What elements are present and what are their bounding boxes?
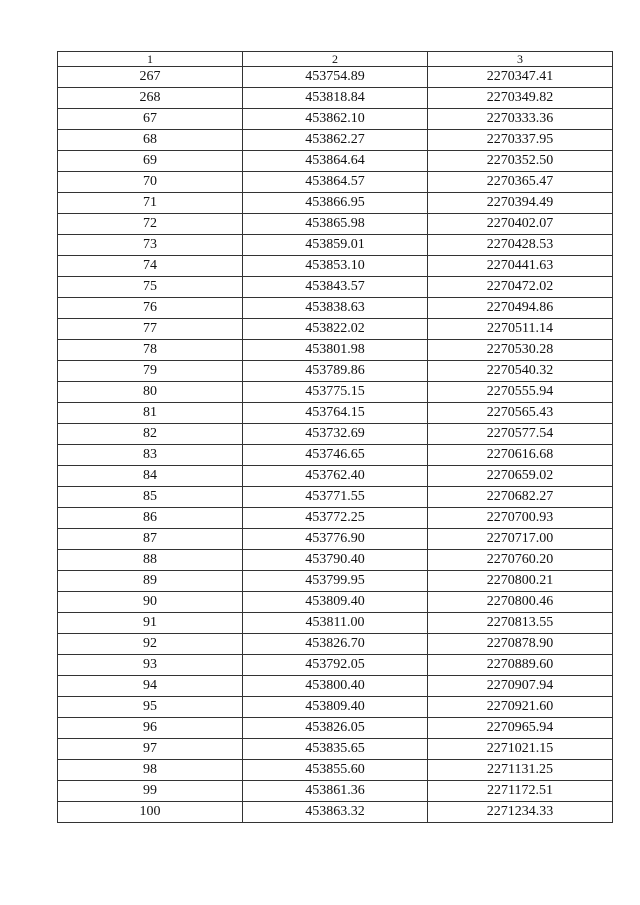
table-row <box>58 487 613 508</box>
table-row <box>58 466 613 487</box>
y-coordinate-cell: 2270494.86 <box>428 298 613 319</box>
point-number-cell: 83 <box>58 445 243 466</box>
x-coordinate-cell: 453772.25 <box>243 508 428 529</box>
y-coordinate-cell: 2270352.50 <box>428 151 613 172</box>
x-coordinate-cell: 453843.57 <box>243 277 428 298</box>
x-coordinate-cell: 453799.95 <box>243 571 428 592</box>
table-row <box>58 550 613 571</box>
table-row <box>58 130 613 151</box>
y-coordinate-cell: 2270921.60 <box>428 697 613 718</box>
table-row <box>58 718 613 739</box>
point-number-cell: 93 <box>58 655 243 676</box>
point-number-cell: 96 <box>58 718 243 739</box>
y-coordinate-cell: 2270800.46 <box>428 592 613 613</box>
x-coordinate-cell: 453866.95 <box>243 193 428 214</box>
x-coordinate-cell: 453818.84 <box>243 88 428 109</box>
table-row <box>58 319 613 340</box>
table-row <box>58 739 613 760</box>
table-row <box>58 361 613 382</box>
table-row <box>58 193 613 214</box>
table-header <box>58 52 613 67</box>
table-body <box>58 67 613 823</box>
x-coordinate-cell: 453863.32 <box>243 802 428 823</box>
table-row <box>58 235 613 256</box>
y-coordinate-cell: 2270659.02 <box>428 466 613 487</box>
point-number-cell: 78 <box>58 340 243 361</box>
x-coordinate-cell: 453775.15 <box>243 382 428 403</box>
table-row <box>58 571 613 592</box>
point-number-cell: 90 <box>58 592 243 613</box>
y-coordinate-cell: 2270530.28 <box>428 340 613 361</box>
point-number-cell: 98 <box>58 760 243 781</box>
y-coordinate-cell: 2270717.00 <box>428 529 613 550</box>
y-coordinate-cell: 2270965.94 <box>428 718 613 739</box>
x-coordinate-cell: 453746.65 <box>243 445 428 466</box>
y-coordinate-cell: 2270349.82 <box>428 88 613 109</box>
column-header-3: 3 <box>428 52 613 67</box>
table-row <box>58 697 613 718</box>
x-coordinate-cell: 453826.70 <box>243 634 428 655</box>
point-number-cell: 70 <box>58 172 243 193</box>
y-coordinate-cell: 2270555.94 <box>428 382 613 403</box>
y-coordinate-cell: 2271234.33 <box>428 802 613 823</box>
point-number-cell: 85 <box>58 487 243 508</box>
x-coordinate-cell: 453838.63 <box>243 298 428 319</box>
table-row <box>58 403 613 424</box>
x-coordinate-cell: 453862.27 <box>243 130 428 151</box>
x-coordinate-cell: 453792.05 <box>243 655 428 676</box>
x-coordinate-cell: 453809.40 <box>243 697 428 718</box>
y-coordinate-cell: 2270760.20 <box>428 550 613 571</box>
point-number-cell: 72 <box>58 214 243 235</box>
y-coordinate-cell: 2270813.55 <box>428 613 613 634</box>
column-header-2: 2 <box>243 52 428 67</box>
point-number-cell: 69 <box>58 151 243 172</box>
point-number-cell: 81 <box>58 403 243 424</box>
x-coordinate-cell: 453732.69 <box>243 424 428 445</box>
x-coordinate-cell: 453864.64 <box>243 151 428 172</box>
y-coordinate-cell: 2270565.43 <box>428 403 613 424</box>
point-number-cell: 76 <box>58 298 243 319</box>
table-row <box>58 781 613 802</box>
y-coordinate-cell: 2270800.21 <box>428 571 613 592</box>
x-coordinate-cell: 453865.98 <box>243 214 428 235</box>
x-coordinate-cell: 453861.36 <box>243 781 428 802</box>
x-coordinate-cell: 453776.90 <box>243 529 428 550</box>
table-row <box>58 634 613 655</box>
x-coordinate-cell: 453855.60 <box>243 760 428 781</box>
y-coordinate-cell: 2270577.54 <box>428 424 613 445</box>
point-number-cell: 97 <box>58 739 243 760</box>
y-coordinate-cell: 2270878.90 <box>428 634 613 655</box>
table-row <box>58 760 613 781</box>
x-coordinate-cell: 453853.10 <box>243 256 428 277</box>
point-number-cell: 99 <box>58 781 243 802</box>
y-coordinate-cell: 2270333.36 <box>428 109 613 130</box>
x-coordinate-cell: 453864.57 <box>243 172 428 193</box>
y-coordinate-cell: 2270441.63 <box>428 256 613 277</box>
y-coordinate-cell: 2270365.47 <box>428 172 613 193</box>
point-number-cell: 92 <box>58 634 243 655</box>
y-coordinate-cell: 2270511.14 <box>428 319 613 340</box>
point-number-cell: 68 <box>58 130 243 151</box>
table-row <box>58 256 613 277</box>
x-coordinate-cell: 453862.10 <box>243 109 428 130</box>
x-coordinate-cell: 453754.89 <box>243 67 428 88</box>
table-row <box>58 172 613 193</box>
y-coordinate-cell: 2270402.07 <box>428 214 613 235</box>
x-coordinate-cell: 453764.15 <box>243 403 428 424</box>
y-coordinate-cell: 2270616.68 <box>428 445 613 466</box>
x-coordinate-cell: 453835.65 <box>243 739 428 760</box>
y-coordinate-cell: 2270700.93 <box>428 508 613 529</box>
point-number-cell: 87 <box>58 529 243 550</box>
table-row <box>58 508 613 529</box>
point-number-cell: 267 <box>58 67 243 88</box>
point-number-cell: 94 <box>58 676 243 697</box>
y-coordinate-cell: 2270540.32 <box>428 361 613 382</box>
point-number-cell: 84 <box>58 466 243 487</box>
table-row <box>58 529 613 550</box>
y-coordinate-cell: 2271131.25 <box>428 760 613 781</box>
x-coordinate-cell: 453771.55 <box>243 487 428 508</box>
y-coordinate-cell: 2270682.27 <box>428 487 613 508</box>
y-coordinate-cell: 2271021.15 <box>428 739 613 760</box>
x-coordinate-cell: 453801.98 <box>243 340 428 361</box>
point-number-cell: 71 <box>58 193 243 214</box>
point-number-cell: 100 <box>58 802 243 823</box>
y-coordinate-cell: 2270889.60 <box>428 655 613 676</box>
point-number-cell: 67 <box>58 109 243 130</box>
y-coordinate-cell: 2270428.53 <box>428 235 613 256</box>
table-row <box>58 445 613 466</box>
x-coordinate-cell: 453790.40 <box>243 550 428 571</box>
table-row <box>58 214 613 235</box>
table-row <box>58 109 613 130</box>
x-coordinate-cell: 453800.40 <box>243 676 428 697</box>
point-number-cell: 73 <box>58 235 243 256</box>
header-row <box>58 52 613 67</box>
x-coordinate-cell: 453822.02 <box>243 319 428 340</box>
table-row <box>58 67 613 88</box>
table-row <box>58 277 613 298</box>
y-coordinate-cell: 2271172.51 <box>428 781 613 802</box>
table-row <box>58 613 613 634</box>
point-number-cell: 74 <box>58 256 243 277</box>
x-coordinate-cell: 453811.00 <box>243 613 428 634</box>
point-number-cell: 82 <box>58 424 243 445</box>
column-header-1: 1 <box>58 52 243 67</box>
point-number-cell: 95 <box>58 697 243 718</box>
point-number-cell: 88 <box>58 550 243 571</box>
point-number-cell: 75 <box>58 277 243 298</box>
point-number-cell: 77 <box>58 319 243 340</box>
point-number-cell: 86 <box>58 508 243 529</box>
y-coordinate-cell: 2270394.49 <box>428 193 613 214</box>
y-coordinate-cell: 2270337.95 <box>428 130 613 151</box>
x-coordinate-cell: 453859.01 <box>243 235 428 256</box>
y-coordinate-cell: 2270347.41 <box>428 67 613 88</box>
table-row <box>58 592 613 613</box>
table-row <box>58 88 613 109</box>
x-coordinate-cell: 453789.86 <box>243 361 428 382</box>
table-row <box>58 802 613 823</box>
table-row <box>58 340 613 361</box>
point-number-cell: 79 <box>58 361 243 382</box>
y-coordinate-cell: 2270472.02 <box>428 277 613 298</box>
table-row <box>58 298 613 319</box>
x-coordinate-cell: 453762.40 <box>243 466 428 487</box>
point-number-cell: 89 <box>58 571 243 592</box>
table-row <box>58 655 613 676</box>
table-row <box>58 151 613 172</box>
y-coordinate-cell: 2270907.94 <box>428 676 613 697</box>
point-number-cell: 268 <box>58 88 243 109</box>
x-coordinate-cell: 453826.05 <box>243 718 428 739</box>
point-number-cell: 91 <box>58 613 243 634</box>
table-row <box>58 424 613 445</box>
table-row <box>58 676 613 697</box>
point-number-cell: 80 <box>58 382 243 403</box>
x-coordinate-cell: 453809.40 <box>243 592 428 613</box>
coordinates-table <box>57 51 613 823</box>
table-row <box>58 382 613 403</box>
